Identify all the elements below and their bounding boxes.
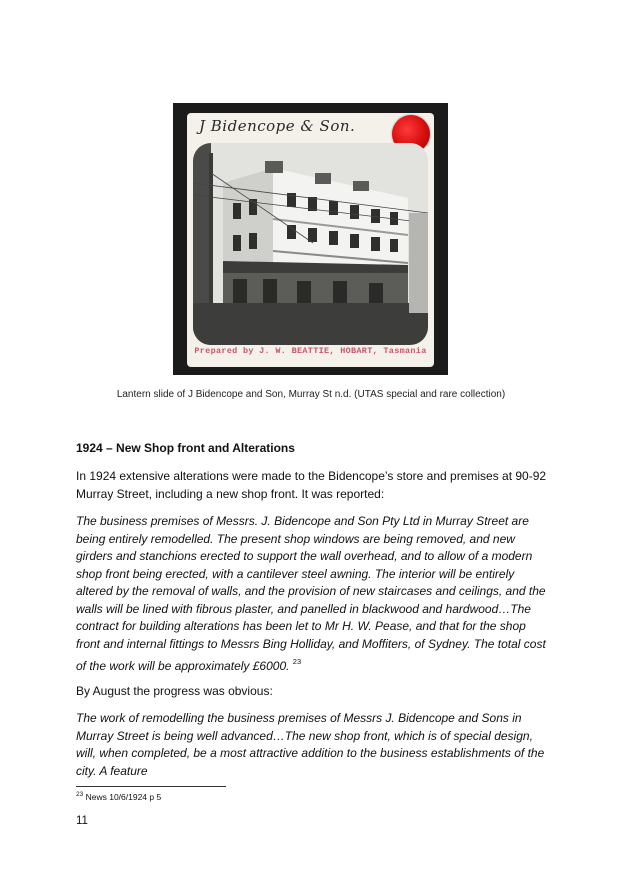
footnote-number: 23 xyxy=(76,791,84,798)
figure-caption: Lantern slide of J Bidencope and Son, Murray St n.d. (UTAS special and rare collection) xyxy=(116,389,506,400)
section-heading: 1924 – New Shop front and Alterations xyxy=(76,441,295,455)
building-illustration xyxy=(193,143,428,345)
quote-paragraph-1 xyxy=(76,513,552,676)
footnote-reference[interactable]: 23 xyxy=(292,657,302,666)
intro-paragraph: In 1924 extensive alterations were made to the Bidencope’s store and premises at 90-92 Murray Street, including a new shop front. It was reported: xyxy=(76,469,547,501)
quote-paragraph-2: The work of remodelling the business premises of Messrs J. Bidencope and Sons in Murray Street is being well advanced…The new shop front, which is of special design, will, when completed, be a most attractive addition to the business establishments of the city. A feature xyxy=(76,711,545,778)
building-photograph xyxy=(193,143,428,345)
footnote-separator xyxy=(76,786,226,787)
handwritten-label: J Bidencope & Son. xyxy=(199,117,356,135)
footnote-text: News 10/6/1924 p 5 xyxy=(85,792,162,802)
slide-printer-imprint: Prepared by J. W. BEATTIE, HOBART, Tasmania xyxy=(194,346,427,356)
lantern-slide-image xyxy=(173,103,448,375)
quote-1-text: The business premises of Messrs. J. Bidencope and Son Pty Ltd in Murray Street are being entirely remodelled. The present shop windows are being removed, and new girders and stanchions erected to support the wall overhead, and to allow of a modern shop front being erected, with a cantilever steel awning. The interior will be entirely altered by the removal of walls, and the provision of new staircases and ceilings, and the walls will be lined with fibrous plaster, and panelled in blackwood and hardwood…The contract for building alterations has been let to Mr H. W. Pease, and that for the shop front and internal fittings to Messrs Bing Holliday, and Moffiters, of Sydney. The total cost of the work will be approximately £6000. xyxy=(76,514,546,673)
page-number: 11 xyxy=(76,815,88,827)
progress-paragraph: By August the progress was obvious: xyxy=(76,684,273,698)
footnote xyxy=(76,791,161,802)
slide-mount xyxy=(187,113,434,367)
